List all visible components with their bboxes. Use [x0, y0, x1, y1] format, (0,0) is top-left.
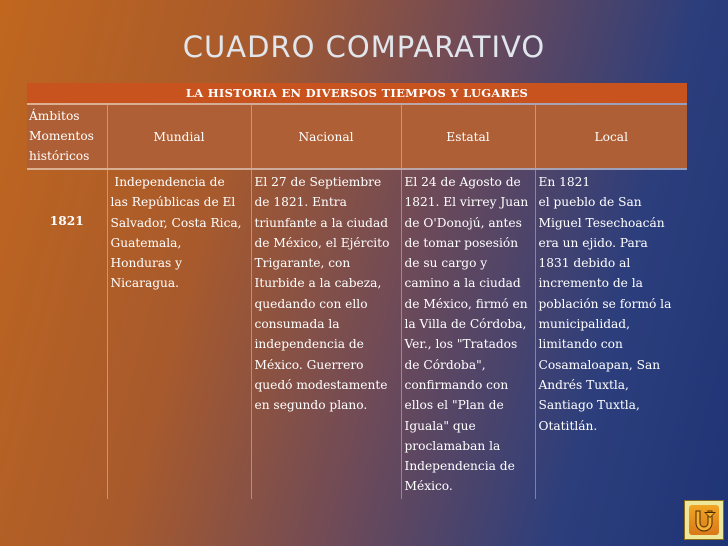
comparison-table: [27, 83, 687, 499]
cell-line: de tomar posesión: [404, 235, 519, 250]
return-button[interactable]: [684, 500, 724, 540]
cell-line: Independencia de: [110, 175, 225, 189]
cell-line: triunfante a la ciudad: [254, 215, 389, 230]
table-row: [27, 170, 687, 499]
cell-line: independencia de: [254, 337, 364, 352]
cell-estatal: [401, 170, 535, 499]
cell-line: población se formó la: [538, 296, 672, 311]
cell-line: consumada la: [254, 317, 340, 332]
cell-line: de su cargo y: [404, 256, 488, 271]
cell-line: proclamaban la: [404, 438, 501, 453]
cell-line: de México, firmó en: [404, 296, 528, 311]
cell-line: quedando con ello: [254, 296, 368, 311]
cell-line: Guatemala,: [110, 235, 182, 250]
cell-line: Trigarante, con: [254, 256, 351, 271]
cell-line: Honduras y: [110, 256, 183, 271]
cell-line: Cosamaloapan, San: [538, 357, 661, 372]
cell-line: era un ejido. Para: [538, 235, 648, 250]
cell-line: ellos el "Plan de: [404, 398, 504, 413]
cell-line: municipalidad,: [538, 317, 630, 332]
return-arrow-icon: [689, 505, 719, 535]
cell-line: confirmando con: [404, 377, 509, 392]
cell-line: 1831 debido al: [538, 256, 631, 271]
cell-line: de Córdoba",: [404, 357, 486, 372]
cell-line: Iguala" que: [404, 418, 476, 433]
cell-line: en segundo plano.: [254, 398, 368, 413]
slide-title: CUADRO COMPARATIVO: [182, 30, 546, 64]
cell-line: quedó modestamente: [254, 377, 388, 392]
cell-line: la Villa de Córdoba,: [404, 317, 527, 332]
cell-line: incremento de la: [538, 276, 643, 291]
cell-line: limitando con: [538, 337, 623, 352]
cell-nacional: [251, 170, 401, 499]
cell-line: Ver., los "Tratados: [404, 337, 518, 352]
cell-line: el pueblo de San: [538, 195, 642, 210]
cell-line: Nicaragua.: [110, 276, 180, 291]
cell-line: México. Guerrero: [254, 357, 364, 372]
cell-line: Independencia de: [404, 459, 515, 474]
column-header-estatal: Estatal: [401, 105, 535, 168]
column-header-nacional: Nacional: [251, 105, 401, 168]
cell-line: 1821. El virrey Juan: [404, 195, 529, 210]
cell-line: Santiago Tuxtla,: [538, 398, 640, 413]
cell-line: Salvador, Costa Rica,: [110, 215, 242, 230]
cell-line: Miguel Tesechoacán: [538, 215, 665, 230]
cell-line: El 27 de Septiembre: [254, 175, 382, 189]
column-header-local: Local: [535, 105, 687, 168]
cell-line: de O'Donojú, antes: [404, 215, 522, 230]
cell-line: En 1821: [538, 175, 591, 189]
cell-mundial: [107, 170, 251, 499]
cell-line: El 24 de Agosto de: [404, 175, 521, 189]
corner-label: [27, 105, 107, 168]
column-header-row: [27, 105, 687, 168]
corner-line: Momentos: [29, 129, 94, 143]
corner-line: Ámbitos: [29, 109, 80, 123]
corner-line: históricos: [29, 149, 90, 163]
cell-line: de 1821. Entra: [254, 195, 347, 210]
cell-line: México.: [404, 479, 453, 494]
cell-line: de México, el Ejército: [254, 235, 390, 250]
table-header: LA HISTORIA EN DIVERSOS TIEMPOS Y LUGARES: [27, 83, 687, 103]
row-label: 1821: [49, 214, 84, 228]
cell-local: [535, 170, 687, 499]
cell-line: Iturbide a la cabeza,: [254, 276, 382, 291]
return-arrow-svg: [692, 508, 716, 532]
cell-line: Otatitlán.: [538, 418, 598, 433]
cell-line: camino a la ciudad: [404, 276, 521, 291]
cell-line: las Repúblicas de El: [110, 195, 236, 210]
cell-line: Andrés Tuxtla,: [538, 377, 629, 392]
column-header-mundial: Mundial: [107, 105, 251, 168]
